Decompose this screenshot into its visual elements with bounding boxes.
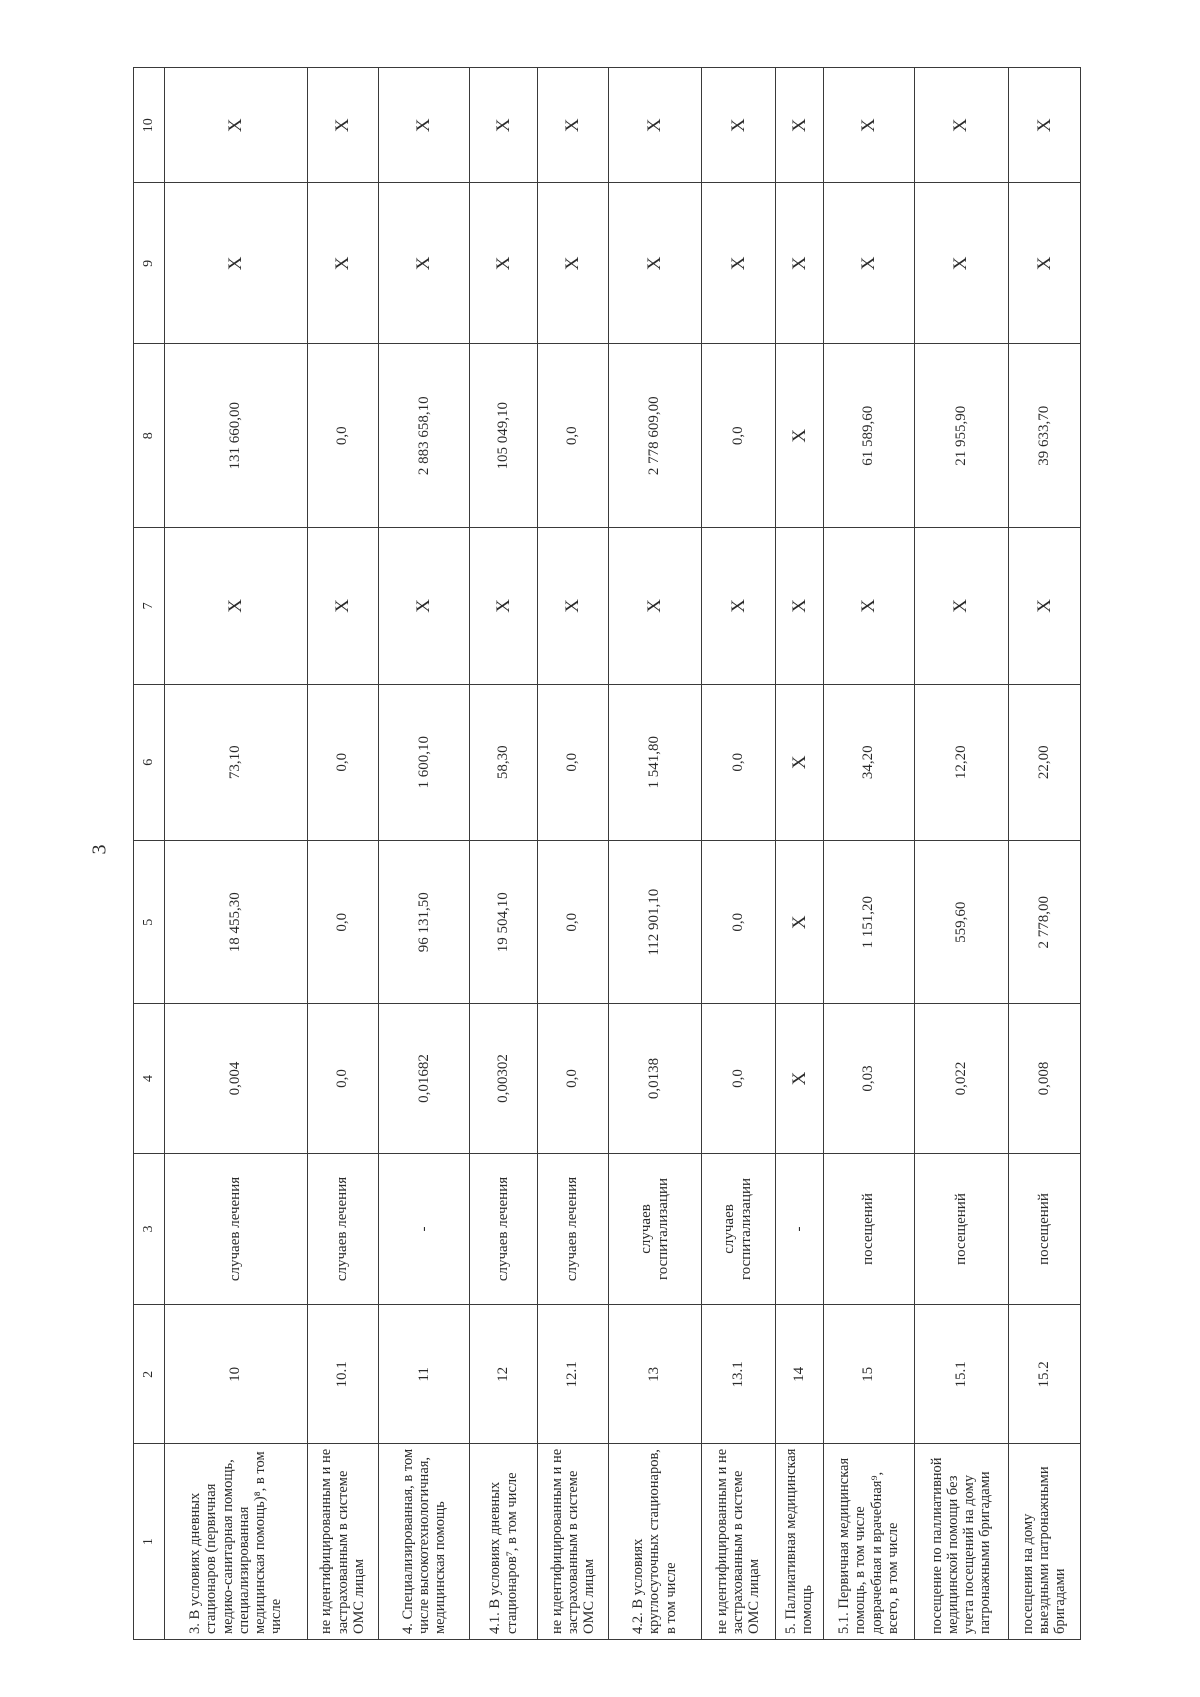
value-cell: Х: [379, 183, 470, 344]
value-cell: Х: [307, 183, 378, 344]
column-number: 8: [134, 344, 165, 528]
line-number-cell: 10.1: [307, 1305, 378, 1444]
unit-cell: посещений: [914, 1153, 1008, 1305]
value-cell: Х: [608, 183, 701, 344]
value-cell: Х: [823, 68, 914, 183]
unit-cell: -: [379, 1153, 470, 1305]
value-cell: Х: [775, 684, 823, 840]
row-name-cell: 4.1. В условиях дневных стационаров⁷, в том числе: [469, 1444, 537, 1640]
value-cell: 105 049,10: [469, 344, 537, 528]
value-cell: Х: [538, 183, 608, 344]
value-cell: 0,0: [701, 344, 775, 528]
value-cell: 0,0: [307, 1004, 378, 1153]
column-number: 5: [134, 840, 165, 1004]
value-cell: 0,01682: [379, 1004, 470, 1153]
value-cell: 0,004: [165, 1004, 308, 1153]
row-name-cell: посещение по паллиативной медицинской помощи без учета посещений на дому патронажными бригадами: [914, 1444, 1008, 1640]
table-row: [307, 68, 378, 1640]
unit-cell: случаев госпитализации: [701, 1153, 775, 1305]
value-cell: 22,00: [1008, 684, 1080, 840]
value-cell: 34,20: [823, 684, 914, 840]
line-number-cell: 12: [469, 1305, 537, 1444]
value-cell: Х: [823, 528, 914, 684]
value-cell: 73,10: [165, 684, 308, 840]
unit-cell: случаев лечения: [469, 1153, 537, 1305]
value-cell: Х: [608, 68, 701, 183]
value-cell: 2 778,00: [1008, 840, 1080, 1004]
value-cell: Х: [379, 68, 470, 183]
value-cell: Х: [165, 183, 308, 344]
value-cell: 0,0: [307, 344, 378, 528]
line-number-cell: 13.1: [701, 1305, 775, 1444]
value-cell: 0,0: [701, 840, 775, 1004]
value-cell: 1 600,10: [379, 684, 470, 840]
value-cell: 0,0: [701, 1004, 775, 1153]
unit-cell: посещений: [1008, 1153, 1080, 1305]
value-cell: 39 633,70: [1008, 344, 1080, 528]
line-number-cell: 12.1: [538, 1305, 608, 1444]
row-name-cell: 4. Специализированная, в том числе высокотехнологичная, медицинская помощь: [379, 1444, 470, 1640]
value-cell: Х: [775, 344, 823, 528]
unit-cell: случаев лечения: [538, 1153, 608, 1305]
value-cell: Х: [1008, 528, 1080, 684]
value-cell: Х: [379, 528, 470, 684]
value-cell: Х: [914, 528, 1008, 684]
value-cell: Х: [775, 840, 823, 1004]
value-cell: 21 955,90: [914, 344, 1008, 528]
value-cell: Х: [914, 183, 1008, 344]
value-cell: 559,60: [914, 840, 1008, 1004]
column-number: 3: [134, 1153, 165, 1305]
value-cell: Х: [165, 68, 308, 183]
value-cell: Х: [469, 183, 537, 344]
table-row: [914, 68, 1008, 1640]
value-cell: 1 541,80: [608, 684, 701, 840]
value-cell: Х: [307, 68, 378, 183]
unit-cell: случаев лечения: [165, 1153, 308, 1305]
line-number-cell: 15.1: [914, 1305, 1008, 1444]
row-name-cell: 5. Паллиативная медицинская помощь: [775, 1444, 823, 1640]
table-body: [165, 68, 1081, 1640]
table-row: [701, 68, 775, 1640]
value-cell: Х: [914, 68, 1008, 183]
value-cell: 0,0: [538, 1004, 608, 1153]
row-name-cell: 3. В условиях дневных стационаров (первичная медико-санитарная помощь, специализированная медицинская помощь)⁸, в том числе: [165, 1444, 308, 1640]
value-cell: 1 151,20: [823, 840, 914, 1004]
value-cell: Х: [701, 68, 775, 183]
value-cell: 0,0: [307, 840, 378, 1004]
value-cell: Х: [608, 528, 701, 684]
row-name-cell: 4.2. В условиях круглосуточных стационаров, в том числе: [608, 1444, 701, 1640]
column-number-row: [134, 68, 165, 1640]
column-number: 1: [134, 1444, 165, 1640]
value-cell: 0,0: [538, 344, 608, 528]
column-number: 2: [134, 1305, 165, 1444]
value-cell: Х: [469, 528, 537, 684]
table-row: [775, 68, 823, 1640]
value-cell: Х: [775, 1004, 823, 1153]
table-header: [134, 68, 165, 1640]
table-row: [608, 68, 701, 1640]
column-number: 9: [134, 183, 165, 344]
value-cell: Х: [538, 68, 608, 183]
value-cell: Х: [701, 183, 775, 344]
value-cell: 0,0: [307, 684, 378, 840]
line-number-cell: 15.2: [1008, 1305, 1080, 1444]
value-cell: Х: [538, 528, 608, 684]
value-cell: 0,0: [538, 684, 608, 840]
rotated-table-area: [133, 67, 1081, 1640]
column-number: 10: [134, 68, 165, 183]
value-cell: 0,0: [701, 684, 775, 840]
value-cell: Х: [1008, 68, 1080, 183]
value-cell: 0,03: [823, 1004, 914, 1153]
unit-cell: -: [775, 1153, 823, 1305]
value-cell: 0,00302: [469, 1004, 537, 1153]
table-row: [1008, 68, 1080, 1640]
value-cell: Х: [1008, 183, 1080, 344]
value-cell: 58,30: [469, 684, 537, 840]
row-name-cell: не идентифицированным и не застрахованным в системе ОМС лицам: [538, 1444, 608, 1640]
value-cell: Х: [701, 528, 775, 684]
table-row: [823, 68, 914, 1640]
value-cell: Х: [823, 183, 914, 344]
line-number-cell: 11: [379, 1305, 470, 1444]
value-cell: 2 883 658,10: [379, 344, 470, 528]
row-name-cell: 5.1. Первичная медицинская помощь, в том числе доврачебная и врачебная⁹, всего, в том числе: [823, 1444, 914, 1640]
value-cell: Х: [165, 528, 308, 684]
table-row: [469, 68, 537, 1640]
column-number: 4: [134, 1004, 165, 1153]
value-cell: 112 901,10: [608, 840, 701, 1004]
value-cell: 0,0: [538, 840, 608, 1004]
table-row: [538, 68, 608, 1640]
value-cell: 0,0138: [608, 1004, 701, 1153]
value-cell: 0,008: [1008, 1004, 1080, 1153]
line-number-cell: 13: [608, 1305, 701, 1444]
table-row: [165, 68, 308, 1640]
page-number: 3: [88, 844, 111, 855]
value-cell: Х: [307, 528, 378, 684]
row-name-cell: посещения на дому выездными патронажными бригадами: [1008, 1444, 1080, 1640]
line-number-cell: 15: [823, 1305, 914, 1444]
value-cell: Х: [775, 68, 823, 183]
line-number-cell: 10: [165, 1305, 308, 1444]
value-cell: 19 504,10: [469, 840, 537, 1004]
value-cell: Х: [469, 68, 537, 183]
data-table: [133, 67, 1081, 1640]
value-cell: 2 778 609,00: [608, 344, 701, 528]
value-cell: Х: [775, 528, 823, 684]
line-number-cell: 14: [775, 1305, 823, 1444]
unit-cell: случаев лечения: [307, 1153, 378, 1305]
unit-cell: случаев госпитализации: [608, 1153, 701, 1305]
value-cell: 18 455,30: [165, 840, 308, 1004]
value-cell: 131 660,00: [165, 344, 308, 528]
unit-cell: посещений: [823, 1153, 914, 1305]
row-name-cell: не идентифицированным и не застрахованным в системе ОМС лицам: [307, 1444, 378, 1640]
value-cell: Х: [775, 183, 823, 344]
column-number: 7: [134, 528, 165, 684]
row-name-cell: не идентифицированным и не застрахованным в системе ОМС лицам: [701, 1444, 775, 1640]
value-cell: 0,022: [914, 1004, 1008, 1153]
value-cell: 61 589,60: [823, 344, 914, 528]
table-row: [379, 68, 470, 1640]
column-number: 6: [134, 684, 165, 840]
value-cell: 12,20: [914, 684, 1008, 840]
value-cell: 96 131,50: [379, 840, 470, 1004]
